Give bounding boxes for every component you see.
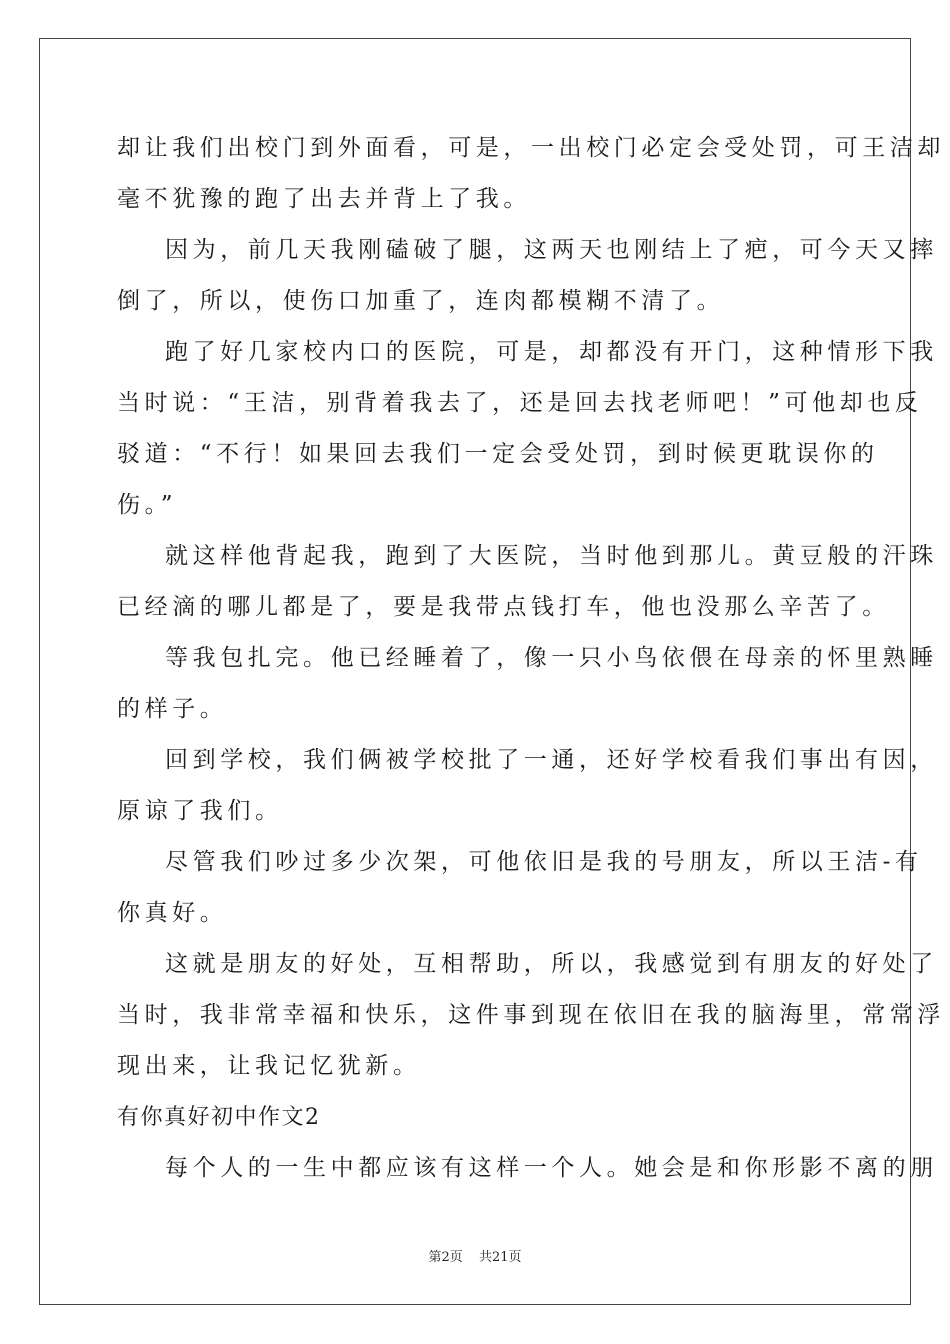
text-line: 的样子。 [117, 696, 228, 722]
page-total: 共21页 [478, 1250, 522, 1265]
text-line: 等我包扎完。他已经睡着了，像一只小鸟依偎在母亲的怀里熟睡 [165, 645, 938, 671]
text-line: 倒了，所以，使伤口加重了，连肉都模糊不清了。 [117, 288, 725, 314]
text-line: 当时说：“王洁，别背着我去了，还是回去找老师吧！”可他却也反 [117, 390, 923, 416]
text-line: 毫不犹豫的跑了出去并背上了我。 [117, 186, 531, 212]
text-line: 就这样他背起我，跑到了大医院，当时他到那儿。黄豆般的汗珠 [165, 543, 938, 569]
text-line: 因为，前几天我刚磕破了腿，这两天也刚结上了疤，可今天又摔 [165, 237, 938, 263]
text-line: 当时，我非常幸福和快乐，这件事到现在依旧在我的脑海里，常常浮 [117, 1002, 945, 1028]
section-heading: 有你真好初中作文2 [117, 1105, 321, 1130]
text-line: 原谅了我们。 [117, 798, 283, 824]
page-number: 第2页 [428, 1250, 463, 1265]
text-line: 却让我们出校门到外面看，可是，一出校门必定会受处罚，可王洁却 [117, 135, 945, 161]
text-line: 伤。” [117, 492, 178, 518]
text-line: 现出来，让我记忆犹新。 [117, 1053, 421, 1079]
page-footer [0, 1246, 950, 1265]
text-line: 你真好。 [117, 900, 228, 926]
text-line: 每个人的一生中都应该有这样一个人。她会是和你形影不离的朋 [165, 1155, 938, 1181]
text-line: 跑了好几家校内口的医院，可是，却都没有开门，这种情形下我 [165, 339, 938, 365]
document-body [117, 123, 945, 1194]
text-line: 已经滴的哪儿都是了，要是我带点钱打车，他也没那么辛苦了。 [117, 594, 890, 620]
text-line: 驳道：“不行！如果回去我们一定会受处罚，到时候更耽误你的 [117, 441, 879, 467]
text-line: 回到学校，我们俩被学校批了一通，还好学校看我们事出有因， [165, 747, 938, 773]
text-line: 这就是朋友的好处，互相帮助，所以，我感觉到有朋友的好处了 [165, 951, 938, 977]
text-line: 尽管我们吵过多少次架，可他依旧是我的号朋友，所以王洁-有 [165, 849, 923, 875]
